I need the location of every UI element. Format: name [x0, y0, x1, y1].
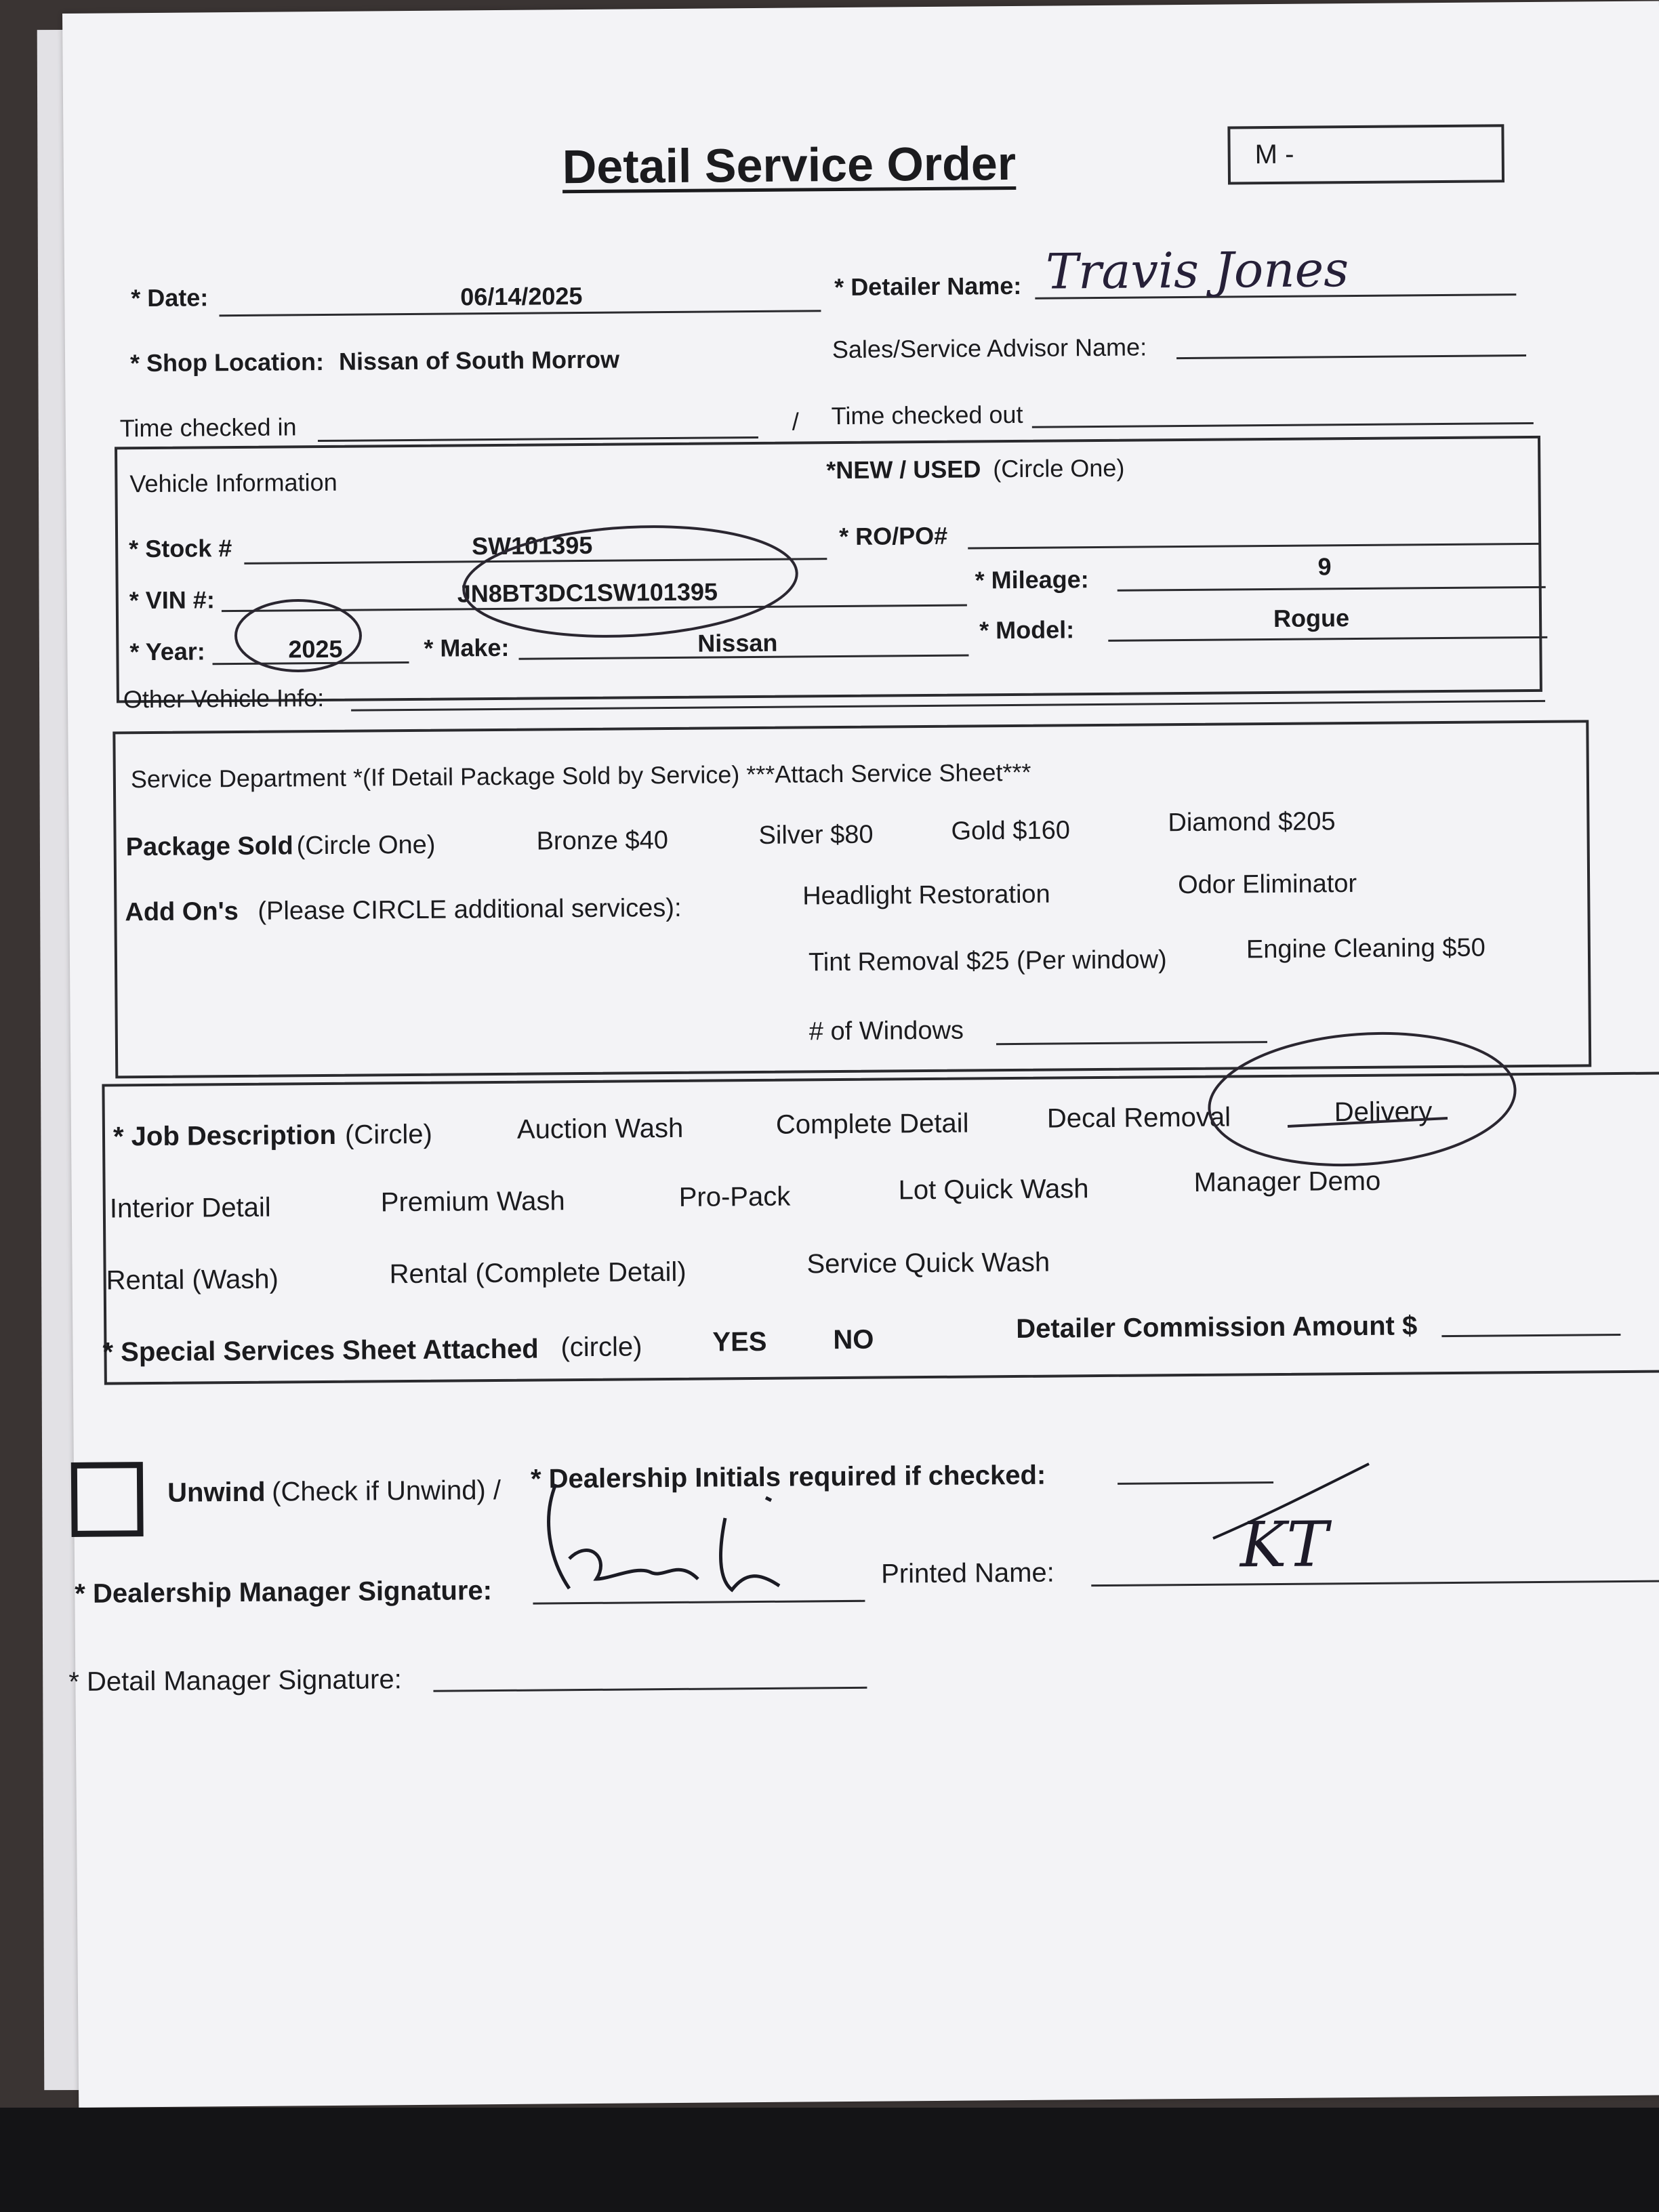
other-vehicle-info-label: Other Vehicle Info: — [123, 683, 325, 714]
vin-label: * VIN #: — [129, 586, 216, 615]
time-separator: / — [792, 407, 799, 436]
detailer-name-handwriting: Travis Jones — [1045, 241, 1349, 300]
special-services-label: * Special Services Sheet Attached — [102, 1334, 539, 1368]
make-label: * Make: — [424, 633, 510, 662]
commission-label: Detailer Commission Amount $ — [1016, 1311, 1418, 1345]
job-service-quick-wash[interactable]: Service Quick Wash — [806, 1247, 1050, 1279]
printed-name-initials: KT — [1240, 1508, 1329, 1582]
job-interior-detail[interactable]: Interior Detail — [109, 1192, 271, 1224]
add-ons-note: (Please CIRCLE additional services): — [258, 893, 682, 926]
package-sold-note: (Circle One) — [296, 830, 436, 861]
addon-headlight-restoration[interactable]: Headlight Restoration — [802, 880, 1050, 911]
addon-tint-removal[interactable]: Tint Removal $25 (Per window) — [808, 945, 1167, 977]
table-surface — [0, 2108, 1659, 2212]
stock-value: SW101395 — [472, 531, 593, 560]
job-decal-removal[interactable]: Decal Removal — [1046, 1102, 1231, 1134]
vehicle-info-heading: Vehicle Information — [129, 468, 337, 498]
model-value: Rogue — [1273, 604, 1350, 632]
job-complete-detail[interactable]: Complete Detail — [775, 1108, 969, 1140]
form-title: Detail Service Order — [562, 136, 1017, 194]
unwind-label: Unwind — [167, 1477, 266, 1508]
windows-count-label: # of Windows — [808, 1016, 964, 1046]
order-number-prefix: M - — [1254, 139, 1294, 170]
model-label: * Model: — [979, 615, 1075, 644]
job-auction-wash[interactable]: Auction Wash — [516, 1113, 684, 1145]
add-ons-label: Add On's — [125, 897, 239, 927]
delivery-underline-mark — [1288, 1118, 1448, 1126]
service-department-heading: Service Department *(If Detail Package Sold by Service) ***Attach Service Sheet*** — [130, 758, 1031, 794]
job-delivery[interactable]: Delivery — [1334, 1097, 1433, 1128]
job-description-label: * Job Description — [112, 1120, 337, 1152]
mileage-label: * Mileage: — [975, 565, 1089, 594]
date-value: 06/14/2025 — [460, 281, 583, 311]
detailer-name-label: * Detailer Name: — [834, 271, 1022, 302]
make-value: Nissan — [697, 628, 778, 657]
job-pro-pack[interactable]: Pro-Pack — [678, 1181, 791, 1212]
shop-location-label: * Shop Location: — [129, 347, 325, 377]
new-used-label: *NEW / USED — [826, 455, 981, 485]
vin-circle-mark — [461, 518, 800, 644]
special-no-option[interactable]: NO — [833, 1324, 874, 1355]
printed-name-label: Printed Name: — [880, 1557, 1054, 1589]
dealership-manager-signature-label: * Dealership Manager Signature: — [75, 1576, 493, 1609]
manager-signature-mark — [549, 1484, 779, 1590]
ro-po-label: * RO/PO# — [838, 521, 948, 551]
job-rental-wash[interactable]: Rental (Wash) — [106, 1264, 279, 1296]
vin-value: JN8BT3DC1SW101395 — [457, 577, 718, 608]
job-premium-wash[interactable]: Premium Wash — [380, 1186, 565, 1218]
package-diamond[interactable]: Diamond $205 — [1168, 807, 1336, 838]
addon-engine-cleaning[interactable]: Engine Cleaning $50 — [1246, 933, 1486, 964]
year-label: * Year: — [129, 637, 205, 666]
new-used-note: (Circle One) — [993, 453, 1125, 483]
year-circle-mark — [236, 600, 361, 671]
package-gold[interactable]: Gold $160 — [951, 816, 1071, 846]
package-bronze[interactable]: Bronze $40 — [536, 826, 669, 856]
job-manager-demo[interactable]: Manager Demo — [1193, 1166, 1381, 1197]
dealership-initials-label: * Dealership Initials required if checked: — [530, 1460, 1046, 1494]
shop-location-value: Nissan of South Morrow — [338, 345, 620, 375]
special-yes-option[interactable]: YES — [712, 1326, 767, 1357]
job-lot-quick-wash[interactable]: Lot Quick Wash — [898, 1174, 1089, 1206]
unwind-note: (Check if Unwind) / — [271, 1475, 501, 1507]
package-silver[interactable]: Silver $80 — [758, 820, 874, 850]
job-rental-complete-detail[interactable]: Rental (Complete Detail) — [389, 1256, 687, 1290]
time-out-label: Time checked out — [831, 400, 1023, 430]
time-in-label: Time checked in — [119, 413, 297, 443]
package-sold-label: Package Sold — [125, 832, 293, 862]
initials-flourish-mark — [1213, 1464, 1369, 1538]
special-services-note: (circle) — [560, 1332, 642, 1363]
delivery-circle-mark — [1205, 1023, 1519, 1174]
stock-label: * Stock # — [129, 534, 232, 563]
year-value: 2025 — [288, 634, 343, 663]
detail-manager-signature-label: * Detail Manager Signature: — [68, 1664, 402, 1698]
addon-odor-eliminator[interactable]: Odor Eliminator — [1177, 869, 1357, 900]
date-label: * Date: — [131, 283, 209, 312]
job-description-note: (Circle) — [344, 1119, 433, 1150]
advisor-name-label: Sales/Service Advisor Name: — [832, 333, 1147, 364]
mileage-value: 9 — [1317, 552, 1332, 581]
